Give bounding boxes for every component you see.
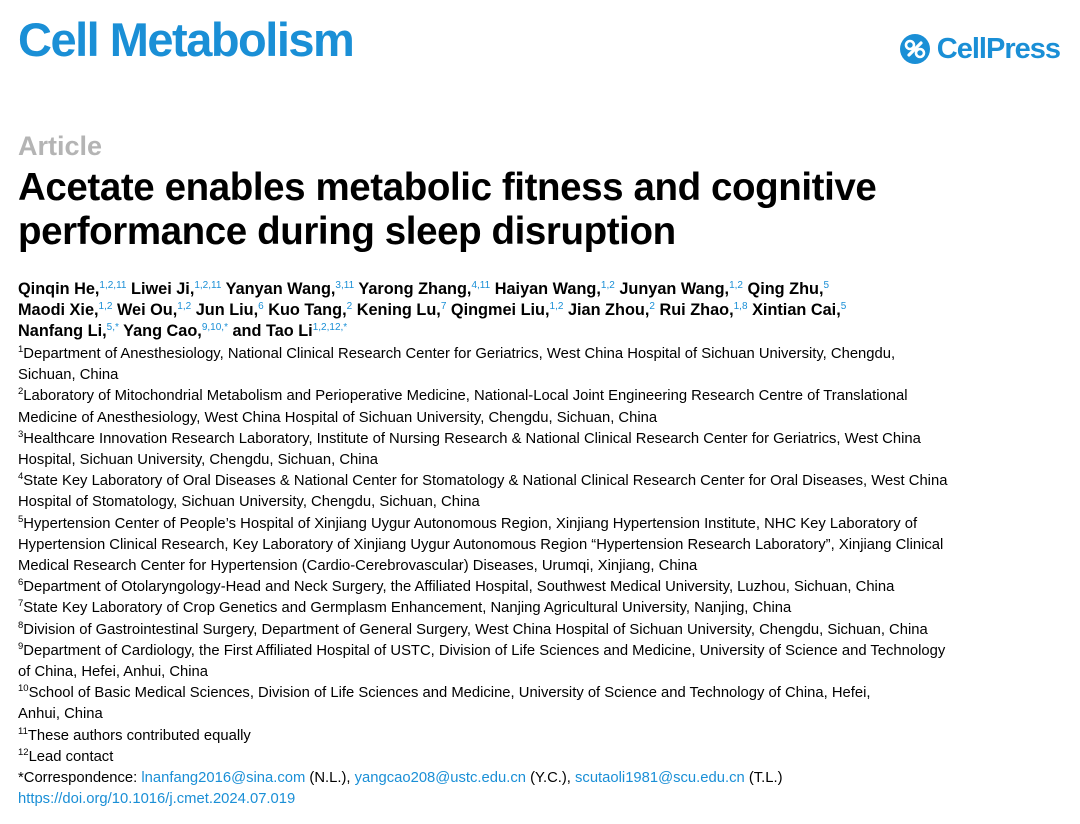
- author-name[interactable]: Qingmei Liu,: [450, 301, 550, 319]
- author-name[interactable]: Jun Liu,: [195, 301, 259, 319]
- affiliation-text: Department of Anesthesiology, National Clinical Research Center for Geriatrics, West China Hospital of Sichuan University, Chengdu,: [23, 346, 896, 362]
- doi-link[interactable]: https://doi.org/10.1016/j.cmet.2024.07.019: [18, 791, 296, 808]
- affiliation-text: Medical Research Center for Hypertension (Cardio-Cerebrovascular) Diseases, Urumqi, Xinjiang, China: [18, 558, 698, 575]
- author-affiliation-marker[interactable]: 1,2: [600, 280, 615, 291]
- author-affiliation-marker[interactable]: 1,8: [733, 301, 748, 312]
- affiliation-line: [18, 620, 1073, 641]
- affiliation-text: Hospital, Sichuan University, Chengdu, Sichuan, China: [18, 452, 378, 469]
- author-affiliation-marker[interactable]: 6: [258, 301, 264, 312]
- affiliation-text: State Key Laboratory of Oral Diseases & National Center for Stomatology & National Clinical Research Center for Oral Diseases, West China: [23, 473, 948, 490]
- affiliation-line: [18, 386, 1073, 407]
- affiliation-text: Laboratory of Mitochondrial Metabolism and Perioperative Medicine, National-Local Joint Engineering Research Centre of Translational: [23, 388, 908, 405]
- affiliation-text: Anhui, China: [18, 706, 103, 723]
- author-affiliation-marker[interactable]: 9,10,*: [201, 322, 228, 333]
- affiliation-text: Medicine of Anesthesiology, West China Hospital of Sichuan University, Chengdu, Sichuan, China: [18, 409, 658, 426]
- affiliation-number: 5: [18, 513, 24, 525]
- author-affiliation-marker[interactable]: 1,2: [98, 301, 113, 312]
- affiliation-number: 12: [18, 746, 29, 758]
- author-affiliation-marker[interactable]: 2: [649, 301, 655, 312]
- affiliation-number: 4: [18, 471, 24, 483]
- author-affiliation-marker[interactable]: 2: [346, 301, 353, 312]
- affiliation-line: [18, 704, 1073, 725]
- affiliation-line: [18, 365, 1073, 386]
- author-initials: (N.L.),: [305, 770, 355, 787]
- author-name[interactable]: Kening Lu,: [356, 301, 441, 319]
- affiliation-text: Division of Gastrointestinal Surgery, Department of General Surgery, West China Hospital of Sichuan University, Chengdu, Sichuan, China: [23, 621, 928, 638]
- author-list: [18, 279, 1068, 342]
- affiliations: [18, 344, 1073, 810]
- author-name[interactable]: and Tao Li: [232, 322, 313, 340]
- affiliation-line: [18, 429, 1073, 450]
- affiliation-number: 7: [18, 598, 24, 610]
- affiliation-line: [18, 471, 1073, 492]
- author-name[interactable]: Liwei Ji,: [131, 280, 195, 298]
- email-link[interactable]: yangcao208@ustc.edu.cn: [354, 770, 526, 787]
- author-name[interactable]: Junyan Wang,: [619, 280, 730, 298]
- affiliation-text: Hypertension Clinical Research, Key Laboratory of Xinjiang Uygur Autonomous Region “Hypertension Research Laboratory”, Xinjiang Clinical: [18, 536, 944, 553]
- author-name[interactable]: Qing Zhu,: [747, 280, 824, 298]
- affiliation-line: [18, 344, 1073, 365]
- correspondence-label: *Correspondence:: [18, 770, 142, 787]
- affiliation-line: [18, 598, 1073, 619]
- affiliation-number: 2: [18, 386, 24, 398]
- author-name[interactable]: Haiyan Wang,: [494, 280, 601, 298]
- author-name[interactable]: Xintian Cai,: [752, 301, 841, 319]
- author-name[interactable]: Nanfang Li,: [18, 322, 107, 340]
- author-name[interactable]: Jian Zhou,: [567, 301, 650, 319]
- affiliation-number: 3: [18, 428, 24, 440]
- author-initials: (T.L.): [744, 770, 783, 787]
- author-name[interactable]: Wei Ou,: [116, 301, 178, 319]
- affiliation-text: Department of Cardiology, the First Affiliated Hospital of USTC, Division of Life Sciences and Medicine, University of Science and Technology: [23, 642, 946, 659]
- affiliation-text: State Key Laboratory of Crop Genetics and Germplasm Enhancement, Nanjing Agricultural University, Nanjing, China: [23, 600, 792, 617]
- affiliation-number: 8: [18, 619, 24, 631]
- author-name[interactable]: Yang Cao,: [123, 322, 202, 340]
- affiliation-line: [18, 492, 1073, 513]
- author-affiliation-marker[interactable]: 1,2,11: [194, 280, 222, 291]
- author-affiliation-marker[interactable]: 5: [823, 280, 830, 291]
- affiliation-text: Department of Otolaryngology-Head and Neck Surgery, the Affiliated Hospital, Southwest Medical University, Luzhou, Sichuan, China: [23, 579, 895, 596]
- author-initials: (Y.C.),: [525, 770, 576, 787]
- affiliation-line: [18, 408, 1073, 429]
- affiliation-line: [18, 556, 1073, 577]
- author-name[interactable]: Rui Zhao,: [659, 301, 734, 319]
- author-affiliation-marker[interactable]: 5: [840, 301, 847, 312]
- author-affiliation-marker[interactable]: 7: [440, 301, 447, 312]
- affiliation-text: School of Basic Medical Sciences, Division of Life Sciences and Medicine, University of Science and Technology of China, Hefei,: [28, 685, 871, 702]
- affiliation-text: Sichuan, China: [18, 367, 119, 384]
- author-line: [18, 321, 1068, 342]
- author-name[interactable]: Yarong Zhang,: [358, 280, 472, 298]
- author-affiliation-marker[interactable]: 4,11: [471, 280, 491, 291]
- affiliation-line: [18, 535, 1073, 556]
- author-name[interactable]: Kuo Tang,: [268, 301, 347, 319]
- journal-title: Cell Metabolism: [18, 13, 354, 66]
- correspondence: [18, 768, 1073, 789]
- author-affiliation-marker[interactable]: 1,2: [549, 301, 564, 312]
- cellpress-logo-icon: [899, 33, 931, 65]
- affiliation-text: Hospital of Stomatology, Sichuan University, Chengdu, Sichuan, China: [18, 494, 480, 511]
- affiliation-line: [18, 514, 1073, 535]
- affiliation-number: 6: [18, 577, 24, 589]
- affiliation-text: Hypertension Center of People’s Hospital of Xinjiang Uygur Autonomous Region, Xinjiang Hypertension Institute, NHC Key Laboratory of: [23, 515, 918, 532]
- affiliation-text: of China, Hefei, Anhui, China: [18, 664, 209, 681]
- affiliation-line: [18, 450, 1073, 471]
- author-affiliation-marker[interactable]: 1,2,11: [99, 280, 127, 291]
- article-type: Article: [18, 131, 103, 161]
- affiliation-list: [18, 344, 1073, 768]
- affiliation-line: [18, 662, 1073, 683]
- publisher-name: CellPress: [936, 32, 1060, 65]
- author-affiliation-marker[interactable]: 1,2,12,*: [312, 322, 348, 333]
- affiliation-line: [18, 577, 1073, 598]
- affiliation-text: Healthcare Innovation Research Laboratory, Institute of Nursing Research & National Clinical Research Center for Geriatrics, West China: [23, 430, 921, 447]
- author-line: [18, 279, 1068, 300]
- affiliation-number: 1: [18, 344, 24, 355]
- affiliation-line: [18, 641, 1073, 662]
- email-link[interactable]: scutaoli1981@scu.edu.cn: [575, 770, 745, 787]
- author-line: [18, 300, 1068, 321]
- publisher-logo[interactable]: [899, 33, 1060, 65]
- author-affiliation-marker[interactable]: 3,11: [335, 280, 355, 291]
- affiliation-line: [18, 747, 1073, 768]
- author-affiliation-marker[interactable]: 1,2: [729, 280, 743, 291]
- affiliation-text: These authors contributed equally: [27, 727, 251, 744]
- affiliation-number: 10: [18, 683, 29, 695]
- email-link[interactable]: lnanfang2016@sina.com: [141, 770, 306, 787]
- author-name[interactable]: Yanyan Wang,: [225, 280, 336, 298]
- affiliation-line: [18, 683, 1073, 704]
- affiliation-line: [18, 726, 1073, 747]
- affiliation-number: 9: [18, 640, 24, 652]
- author-name[interactable]: Maodi Xie,: [18, 301, 99, 319]
- author-affiliation-marker[interactable]: 1,2: [177, 301, 192, 312]
- author-affiliation-marker[interactable]: 5,*: [106, 322, 119, 333]
- article-title: Acetate enables metabolic fitness and cognitive performance during sleep disruption: [18, 166, 877, 253]
- author-name[interactable]: Qinqin He,: [18, 280, 100, 298]
- affiliation-text: Lead contact: [28, 748, 114, 765]
- affiliation-number: 11: [18, 725, 28, 737]
